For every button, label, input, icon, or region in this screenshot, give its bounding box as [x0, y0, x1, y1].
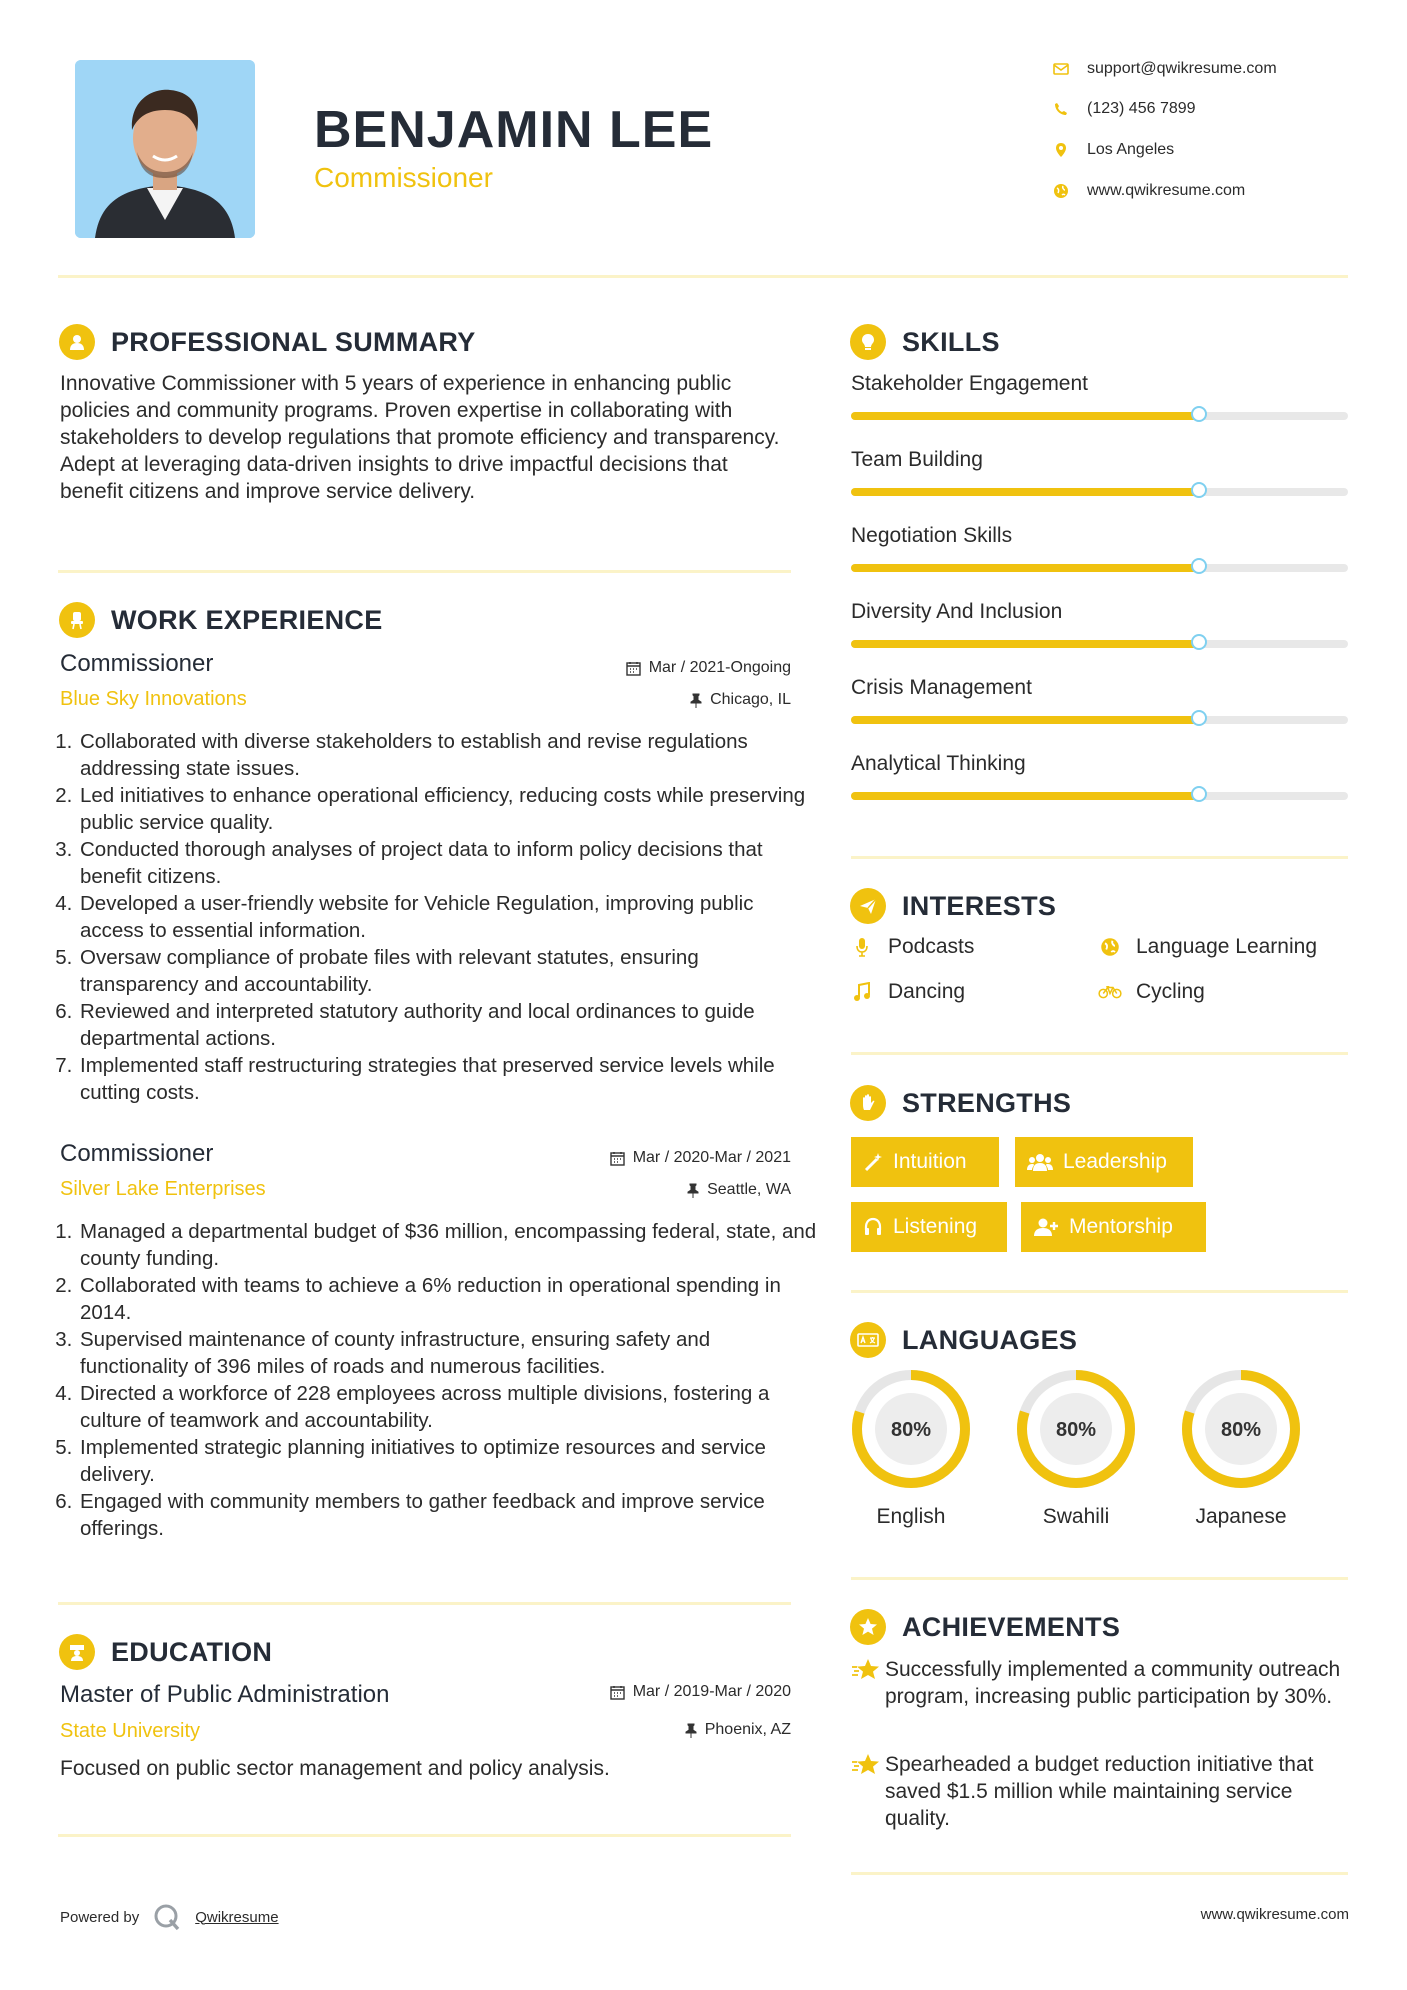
education-heading-label: EDUCATION: [111, 1636, 273, 1667]
skill-level-bar: [851, 564, 1348, 572]
user-icon: [59, 324, 95, 360]
bicycle-icon: [1098, 980, 1122, 1004]
skill-level-bar: [851, 412, 1348, 420]
job-2-dates: [610, 1149, 791, 1167]
strength-label: Leadership: [1063, 1150, 1167, 1173]
list-item: 1. Managed a departmental budget of $36 million, encompassing federal, state, and county funding.: [78, 1218, 818, 1272]
translate-icon: [850, 1322, 886, 1358]
contact-phone[interactable]: [1052, 97, 1196, 121]
contact-email[interactable]: [1052, 57, 1277, 81]
lightbulb-icon: [850, 324, 886, 360]
contact-website[interactable]: [1052, 179, 1245, 203]
education-dates: [610, 1683, 791, 1701]
profile-photo: [75, 60, 255, 238]
education-location: [685, 1721, 791, 1739]
language-ring: [1180, 1368, 1302, 1490]
skill-level-knob: [1191, 482, 1207, 498]
map-pin-icon: [1052, 141, 1070, 159]
skill-level-fill: [851, 792, 1199, 800]
job-1-company: Blue Sky Innovations: [60, 688, 247, 710]
skill-level-knob: [1191, 558, 1207, 574]
phone-icon: [1052, 100, 1070, 118]
skill-name: Analytical Thinking: [851, 752, 1026, 775]
achievements-divider: [851, 1872, 1348, 1875]
summary-text: Innovative Commissioner with 5 years of experience in enhancing public policies and community programs. Proven expertise in collaborating with stakeholders to develop regulations that promote efficiency and transparency. Adept at leveraging data-driven insights to drive impactful decisions that benefit citizens and improve service delivery.: [60, 372, 780, 503]
strength-label: Listening: [893, 1215, 978, 1238]
skill-level-bar: [851, 716, 1348, 724]
skill-level-fill: [851, 640, 1199, 648]
education-heading: [59, 1634, 272, 1670]
education-degree: Master of Public Administration: [60, 1681, 390, 1708]
star-icon: [851, 1751, 885, 1832]
headphones-icon: [863, 1217, 883, 1237]
experience-divider: [58, 1602, 791, 1605]
job-2-title: Commissioner: [60, 1140, 214, 1167]
hand-icon: [850, 1085, 886, 1121]
calendar-icon: [626, 661, 641, 676]
strength-leadership: [1015, 1137, 1193, 1187]
list-item: 2. Collaborated with teams to achieve a 6% reduction in operational spending in 2014.: [78, 1272, 818, 1326]
language-percent: 80%: [1220, 1419, 1262, 1441]
interests-heading-label: INTERESTS: [902, 890, 1057, 921]
summary-heading: [59, 324, 476, 360]
list-item: 7. Implemented staff restructuring strategies that preserved service levels while cutting costs.: [78, 1052, 818, 1106]
skill-level-knob: [1191, 710, 1207, 726]
skills-divider: [851, 856, 1348, 859]
education-location-text: Phoenix, AZ: [704, 1721, 791, 1738]
skill-level-fill: [851, 716, 1199, 724]
experience-heading-label: WORK EXPERIENCE: [111, 604, 383, 635]
language-percent: 80%: [1055, 1419, 1097, 1441]
footer-url[interactable]: www.qwikresume.com: [1200, 1906, 1349, 1923]
achievements-heading: [850, 1609, 1120, 1645]
list-item: 6. Reviewed and interpreted statutory authority and local ordinances to guide departmental actions.: [78, 998, 818, 1052]
languages-divider: [851, 1577, 1348, 1580]
education-dates-text: Mar / 2019-Mar / 2020: [632, 1683, 791, 1700]
skill-level-fill: [851, 488, 1199, 496]
education-description: Focused on public sector management and policy analysis.: [60, 1757, 610, 1780]
star-icon: [851, 1656, 885, 1710]
interest-language-learning: [1098, 935, 1317, 959]
job-1-dates: [626, 659, 791, 677]
interest-cycling: [1098, 980, 1205, 1004]
skill-level-bar: [851, 640, 1348, 648]
strength-label: Mentorship: [1069, 1215, 1173, 1238]
list-item: 3. Supervised maintenance of county infrastructure, ensuring safety and functionality of 396 miles of roads and numerous facilities.: [78, 1326, 818, 1380]
star-badge-icon: [850, 1609, 886, 1645]
job-2-dates-text: Mar / 2020-Mar / 2021: [632, 1149, 791, 1166]
interest-dancing: [850, 980, 965, 1004]
language-name: English: [876, 1505, 946, 1528]
qwikresume-logo-icon: [153, 1903, 181, 1931]
skill-level-knob: [1191, 786, 1207, 802]
interest-label: Cycling: [1136, 980, 1205, 1003]
job-1-location: [690, 691, 791, 709]
languages-heading: [850, 1322, 1077, 1358]
job-1-location-text: Chicago, IL: [710, 691, 791, 708]
job-2-company: Silver Lake Enterprises: [60, 1178, 266, 1200]
graduate-icon: [59, 1634, 95, 1670]
job-2-location: [687, 1181, 791, 1199]
interests-heading: [850, 888, 1056, 924]
skills-heading: [850, 324, 1000, 360]
skill-name: Diversity And Inclusion: [851, 600, 1063, 623]
list-item: 4. Developed a user-friendly website for Vehicle Regulation, improving public access to essential information.: [78, 890, 818, 944]
candidate-name: BENJAMIN LEE: [314, 101, 714, 159]
calendar-icon: [610, 1685, 625, 1700]
job-1-bullets: [60, 728, 818, 1106]
pushpin-icon: [685, 1723, 697, 1738]
education-divider: [58, 1834, 791, 1837]
skills-heading-label: SKILLS: [902, 326, 1000, 357]
contact-location: [1052, 138, 1174, 162]
list-item: 5. Implemented strategic planning initiatives to optimize resources and service delivery.: [78, 1434, 818, 1488]
group-icon: [1027, 1152, 1053, 1172]
list-item: 6. Engaged with community members to gather feedback and improve service offerings.: [78, 1488, 818, 1542]
skill-name: Crisis Management: [851, 676, 1032, 699]
contact-phone-text: (123) 456 7899: [1087, 100, 1196, 117]
language-percent: 80%: [890, 1419, 932, 1441]
globe-icon: [1098, 935, 1122, 959]
strengths-heading-label: STRENGTHS: [902, 1087, 1072, 1118]
skill-name: Stakeholder Engagement: [851, 372, 1088, 395]
achievements-heading-label: ACHIEVEMENTS: [902, 1611, 1121, 1642]
language-ring: [850, 1368, 972, 1490]
list-item: 2. Led initiatives to enhance operational efficiency, reducing costs while preserving public service quality.: [78, 782, 818, 836]
powered-by: [60, 1903, 279, 1931]
pushpin-icon: [687, 1183, 699, 1198]
strength-listening: [851, 1202, 1007, 1252]
skill-level-fill: [851, 412, 1199, 420]
strengths-heading: [850, 1085, 1071, 1121]
language-name: Swahili: [1042, 1505, 1110, 1528]
contact-location-text: Los Angeles: [1087, 141, 1175, 158]
globe-icon: [1052, 182, 1070, 200]
strength-label: Intuition: [893, 1150, 967, 1173]
achievement-item: [851, 1656, 1351, 1710]
list-item: 5. Oversaw compliance of probate files with relevant statutes, ensuring transparency and accountability.: [78, 944, 818, 998]
interest-label: Podcasts: [888, 935, 975, 958]
interest-label: Language Learning: [1136, 935, 1318, 958]
job-2-bullets: [60, 1218, 818, 1542]
skill-level-bar: [851, 792, 1348, 800]
interest-podcasts: [850, 935, 974, 959]
interests-divider: [851, 1052, 1348, 1055]
skill-name: Team Building: [851, 448, 983, 471]
user-plus-icon: [1033, 1217, 1059, 1237]
job-2-location-text: Seattle, WA: [707, 1181, 791, 1198]
candidate-title: Commissioner: [314, 162, 493, 193]
powered-by-text: Powered by: [60, 1908, 140, 1926]
music-note-icon: [850, 980, 874, 1004]
qwikresume-link[interactable]: Qwikresume: [195, 1908, 279, 1926]
summary-heading-label: PROFESSIONAL SUMMARY: [111, 326, 476, 357]
envelope-icon: [1052, 60, 1070, 78]
skill-level-knob: [1191, 634, 1207, 650]
chair-icon: [59, 602, 95, 638]
language-name: Japanese: [1195, 1505, 1287, 1528]
skill-level-knob: [1191, 406, 1207, 422]
strength-mentorship: [1021, 1202, 1206, 1252]
skill-level-fill: [851, 564, 1199, 572]
strengths-divider: [851, 1290, 1348, 1293]
job-1-dates-text: Mar / 2021-Ongoing: [648, 659, 791, 676]
header-divider: [58, 275, 1348, 278]
experience-heading: [59, 602, 383, 638]
education-school: State University: [60, 1720, 201, 1742]
magic-wand-icon: [863, 1152, 883, 1172]
microphone-icon: [850, 935, 874, 959]
achievement-text: Successfully implemented a community outreach program, increasing public participation by 30%.: [885, 1658, 1341, 1708]
language-ring: [1015, 1368, 1137, 1490]
languages-heading-label: LANGUAGES: [902, 1324, 1078, 1355]
skill-level-bar: [851, 488, 1348, 496]
list-item: 3. Conducted thorough analyses of project data to inform policy decisions that benefit citizens.: [78, 836, 818, 890]
contact-email-text: support@qwikresume.com: [1087, 60, 1277, 77]
contact-website-text: www.qwikresume.com: [1087, 182, 1246, 199]
skill-name: Negotiation Skills: [851, 524, 1013, 547]
interest-label: Dancing: [888, 980, 966, 1003]
achievement-text: Spearheaded a budget reduction initiative that saved $1.5 million while maintaining service quality.: [885, 1753, 1314, 1830]
list-item: 4. Directed a workforce of 228 employees across multiple divisions, fostering a culture of teamwork and accountability.: [78, 1380, 818, 1434]
strength-intuition: [851, 1137, 999, 1187]
job-1-title: Commissioner: [60, 650, 214, 677]
calendar-icon: [610, 1151, 625, 1166]
achievement-item: [851, 1751, 1351, 1832]
pushpin-icon: [690, 693, 702, 708]
list-item: 1. Collaborated with diverse stakeholders to establish and revise regulations addressing state issues.: [78, 728, 818, 782]
summary-divider: [58, 570, 791, 573]
paper-plane-icon: [850, 888, 886, 924]
